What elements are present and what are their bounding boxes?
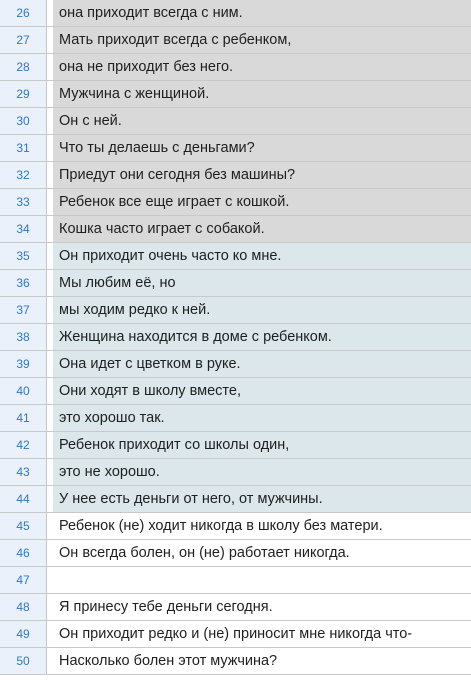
cell[interactable]: Он приходит редко и (не) приносит мне никогда что- [47,621,471,647]
cell[interactable]: Она идет с цветком в руке. [47,351,471,377]
cell[interactable]: Женщина находится в доме с ребенком. [47,324,471,350]
cell[interactable]: Он всегда болен, он (не) работает никогда. [47,540,471,566]
table-row[interactable] [0,405,471,432]
row-header[interactable]: 46 [0,540,47,566]
row-header[interactable]: 27 [0,27,47,53]
table-row[interactable] [0,81,471,108]
row-header[interactable]: 37 [0,297,47,323]
cell[interactable]: Мужчина с женщиной. [47,81,471,107]
cell[interactable]: Что ты делаешь с деньгами? [47,135,471,161]
cell[interactable]: Насколько болен этот мужчина? [47,648,471,674]
row-header[interactable]: 43 [0,459,47,485]
row-header[interactable]: 39 [0,351,47,377]
cell[interactable]: мы ходим редко к ней. [47,297,471,323]
table-row[interactable] [0,621,471,648]
table-row[interactable] [0,540,471,567]
table-row[interactable] [0,486,471,513]
cell[interactable]: Приедут они сегодня без машины? [47,162,471,188]
row-header[interactable]: 26 [0,0,47,26]
table-row[interactable] [0,378,471,405]
cell[interactable]: Мы любим её, но [47,270,471,296]
table-row[interactable] [0,324,471,351]
cell[interactable]: она приходит всегда с ним. [47,0,471,26]
row-header[interactable]: 42 [0,432,47,458]
table-row[interactable] [0,54,471,81]
cell[interactable]: Он с ней. [47,108,471,134]
table-row[interactable] [0,513,471,540]
cell[interactable]: У нее есть деньги от него, от мужчины. [47,486,471,512]
cell[interactable] [47,567,471,593]
row-header[interactable]: 50 [0,648,47,674]
row-header[interactable]: 31 [0,135,47,161]
cell[interactable]: это хорошо так. [47,405,471,431]
table-row[interactable] [0,648,471,675]
table-row[interactable] [0,459,471,486]
cell[interactable]: Я принесу тебе деньги сегодня. [47,594,471,620]
table-row[interactable] [0,567,471,594]
row-header[interactable]: 45 [0,513,47,539]
row-header[interactable]: 32 [0,162,47,188]
row-header[interactable]: 49 [0,621,47,647]
row-header[interactable]: 40 [0,378,47,404]
row-header[interactable]: 28 [0,54,47,80]
table-row[interactable] [0,0,471,27]
row-header[interactable]: 41 [0,405,47,431]
row-header[interactable]: 48 [0,594,47,620]
cell[interactable]: это не хорошо. [47,459,471,485]
row-header[interactable]: 47 [0,567,47,593]
cell[interactable]: Он приходит очень часто ко мне. [47,243,471,269]
row-header[interactable]: 34 [0,216,47,242]
cell[interactable]: Ребенок приходит со школы один, [47,432,471,458]
cell[interactable]: Мать приходит всегда с ребенком, [47,27,471,53]
table-row[interactable] [0,594,471,621]
table-row[interactable] [0,243,471,270]
row-header[interactable]: 44 [0,486,47,512]
table-row[interactable] [0,432,471,459]
cell[interactable]: Ребенок (не) ходит никогда в школу без матери. [47,513,471,539]
table-row[interactable] [0,162,471,189]
cell[interactable]: Ребенок все еще играет с кошкой. [47,189,471,215]
cell[interactable]: она не приходит без него. [47,54,471,80]
table-row[interactable] [0,189,471,216]
table-row[interactable] [0,216,471,243]
table-row[interactable] [0,135,471,162]
cell[interactable]: Они ходят в школу вместе, [47,378,471,404]
table-row[interactable] [0,351,471,378]
row-header[interactable]: 30 [0,108,47,134]
cell[interactable]: Кошка часто играет с собакой. [47,216,471,242]
table-row[interactable] [0,297,471,324]
row-header[interactable]: 33 [0,189,47,215]
row-header[interactable]: 29 [0,81,47,107]
table-row[interactable] [0,108,471,135]
table-row[interactable] [0,27,471,54]
table-row[interactable] [0,270,471,297]
row-header[interactable]: 35 [0,243,47,269]
row-header[interactable]: 36 [0,270,47,296]
row-header[interactable]: 38 [0,324,47,350]
